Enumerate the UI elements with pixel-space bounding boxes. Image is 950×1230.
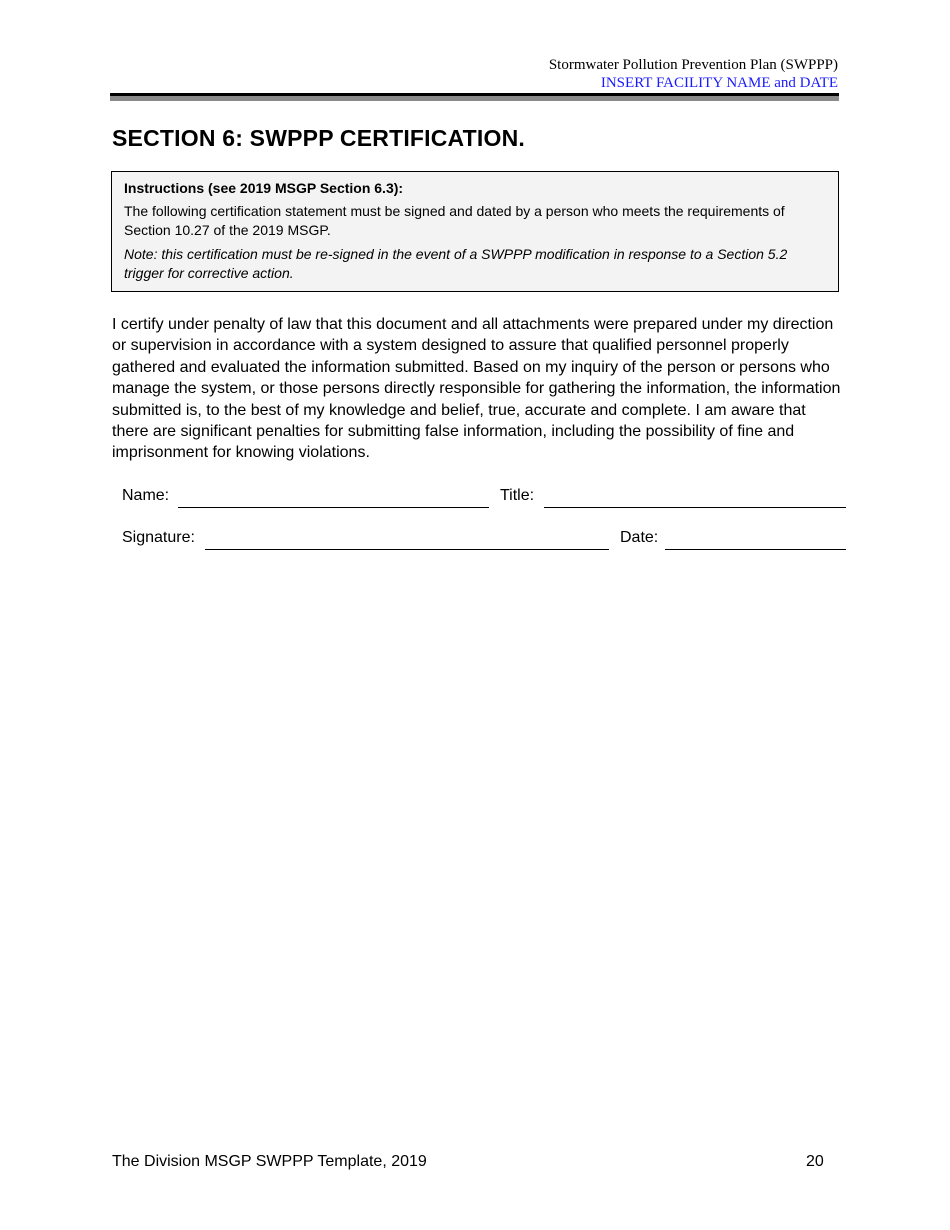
- certification-statement: I certify under penalty of law that this document and all attachments were prepared under my direction or supervision in accordance with a system designed to assure that qualified personnel properly gathered and evaluated the information submitted. Based on my inquiry of the person or persons who manage the system, or those persons directly responsible for gathering the information, the information submitted is, to the best of my knowledge and belief, true, accurate and complete. I am aware that there are significant penalties for submitting false information, including the possibility of fine and imprisonment for knowing violations.: [112, 316, 841, 462]
- plan-title: Stormwater Pollution Prevention Plan (SWPPP): [548, 57, 838, 73]
- footer-document-name: The Division MSGP SWPPP Template, 2019: [112, 1153, 427, 1170]
- date-field[interactable]: [665, 549, 846, 550]
- section-title: SECTION 6: SWPPP CERTIFICATION.: [112, 125, 525, 151]
- title-label: Title:: [500, 487, 535, 504]
- instructions-note: Note: this certification must be re-signed in the event of a SWPPP modification in response to a Section 5.2 trigger for corrective action.: [124, 246, 788, 281]
- title-field[interactable]: [544, 507, 846, 508]
- header-rule-shadow: [110, 96, 839, 101]
- date-label: Date:: [620, 529, 659, 546]
- name-label: Name:: [122, 487, 170, 504]
- signature-label: Signature:: [122, 529, 195, 546]
- facility-placeholder: INSERT FACILITY NAME and DATE: [600, 75, 838, 91]
- instructions-body: The following certification statement must be signed and dated by a person who meets the requirements of Section 10.27 of the 2019 MSGP.: [124, 203, 785, 238]
- footer-page-number: 20: [806, 1153, 824, 1170]
- signature-field[interactable]: [205, 549, 609, 550]
- instructions-box: [111, 171, 839, 292]
- page-header: [549, 56, 838, 92]
- name-field[interactable]: [178, 507, 489, 508]
- instructions-heading: Instructions (see 2019 MSGP Section 6.3):: [124, 180, 404, 196]
